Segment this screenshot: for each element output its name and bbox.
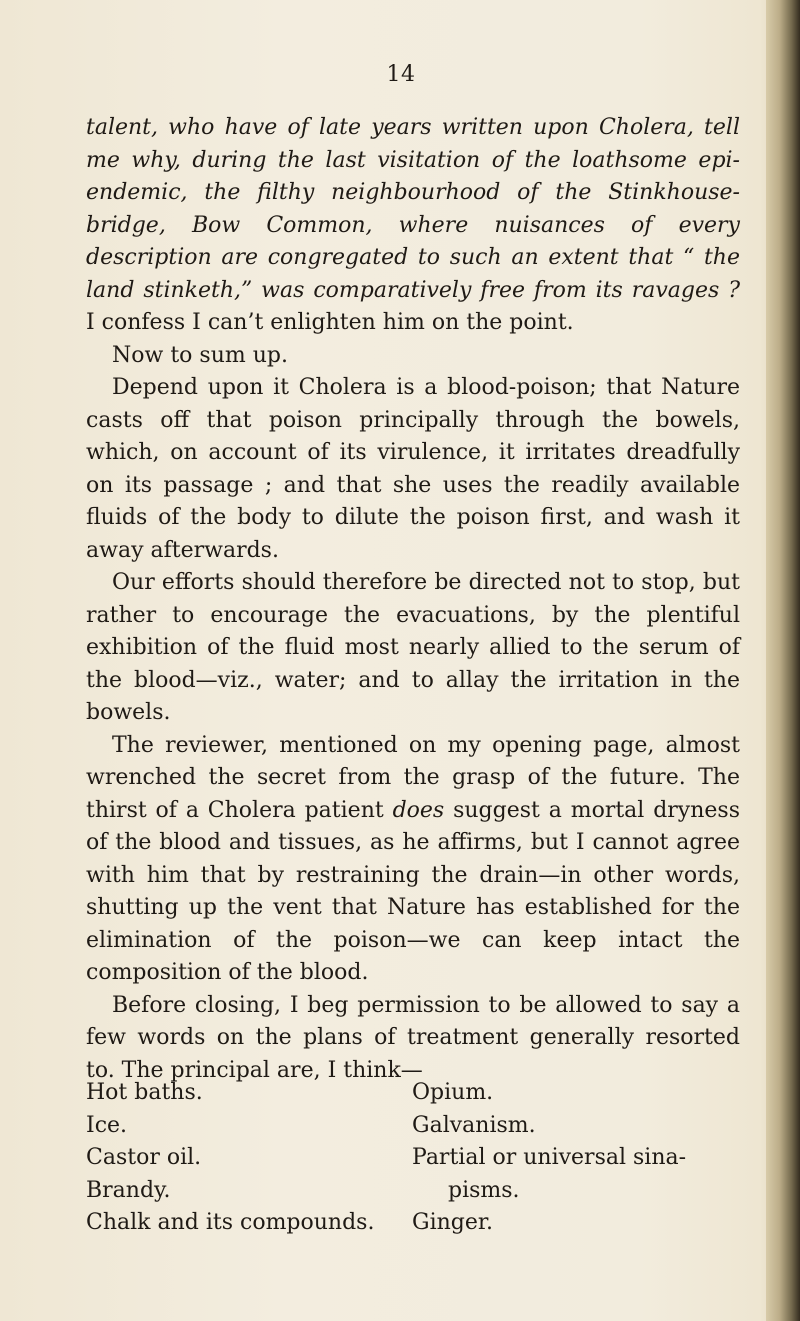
treatment-sinapisms-line-1: Partial or universal sina-: [412, 1145, 687, 1170]
paragraph-closing: Before closing, I beg permission to be allowed to say a few words on the plans of treatment generally resorted to. The principal are, I think—: [86, 992, 740, 1083]
treatment-galvanism: Galvanism.: [412, 1112, 536, 1138]
treatment-sinapisms-line-2: pisms.: [448, 1177, 520, 1203]
treatment-ginger: Ginger.: [412, 1210, 493, 1235]
treatment-ice: Ice.: [86, 1112, 128, 1138]
page-number: 14: [386, 62, 416, 87]
treatment-castor-oil: Castor oil.: [86, 1145, 202, 1170]
treatment-column-right: [412, 1077, 740, 1240]
paragraph-sum-up: Now to sum up.: [112, 342, 288, 368]
confession-sentence: I confess I can’t enlighten him on the point.: [86, 310, 574, 335]
paragraph-talent: [86, 112, 740, 340]
treatment-opium: Opium.: [412, 1080, 494, 1105]
treatment-column-left: [86, 1077, 406, 1240]
reviewer-part-1: The reviewer, mentioned on my opening page, almost wrenched the secret from the grasp of the future. The thirst of a Cholera patient: [86, 732, 740, 823]
treatment-brandy: Brandy.: [86, 1177, 171, 1203]
paragraph-efforts: Our efforts should therefore be directed not to stop, but rather to encourage the evacuations, by the plentiful exhibition of the fluid most nearly allied to the serum of the blood—viz., water; and to allay the irritation in the bowels.: [86, 570, 740, 725]
paragraph-reviewer: [86, 730, 740, 990]
italic-question: talent, who have of late years written upon Cholera, tell me why, during the last visitation of the loathsome epi-endemic, the filthy neighbourhood of the Stinkhouse-bridge, Bow Common, where nuisances of every description are congregated to such an extent that “ the land stinketh,” was comparatively free from its ravages ?: [86, 115, 740, 303]
paragraph-blood-poison: Depend upon it Cholera is a blood-poison; that Nature casts off that poison principally through the bowels, which, on account of its virulence, it irritates dreadfully on its passage ; and that she uses the readily available fluids of the body to dilute the poison first, and wash it away afterwards.: [86, 375, 740, 563]
treatment-chalk: Chalk and its compounds.: [86, 1210, 375, 1235]
treatment-hot-baths: Hot baths.: [86, 1080, 203, 1105]
emphasis-does: does: [392, 797, 445, 823]
body-text: [86, 112, 740, 1087]
reviewer-part-2: suggest a mortal dryness of the blood and tissues, as he affirms, but I cannot agree with him that by restraining the drain—in other words, shutting up the vent that Nature has established for the elimination of the poison—we can keep intact the composition of the blood.: [86, 797, 740, 985]
book-binding: [766, 0, 800, 1321]
